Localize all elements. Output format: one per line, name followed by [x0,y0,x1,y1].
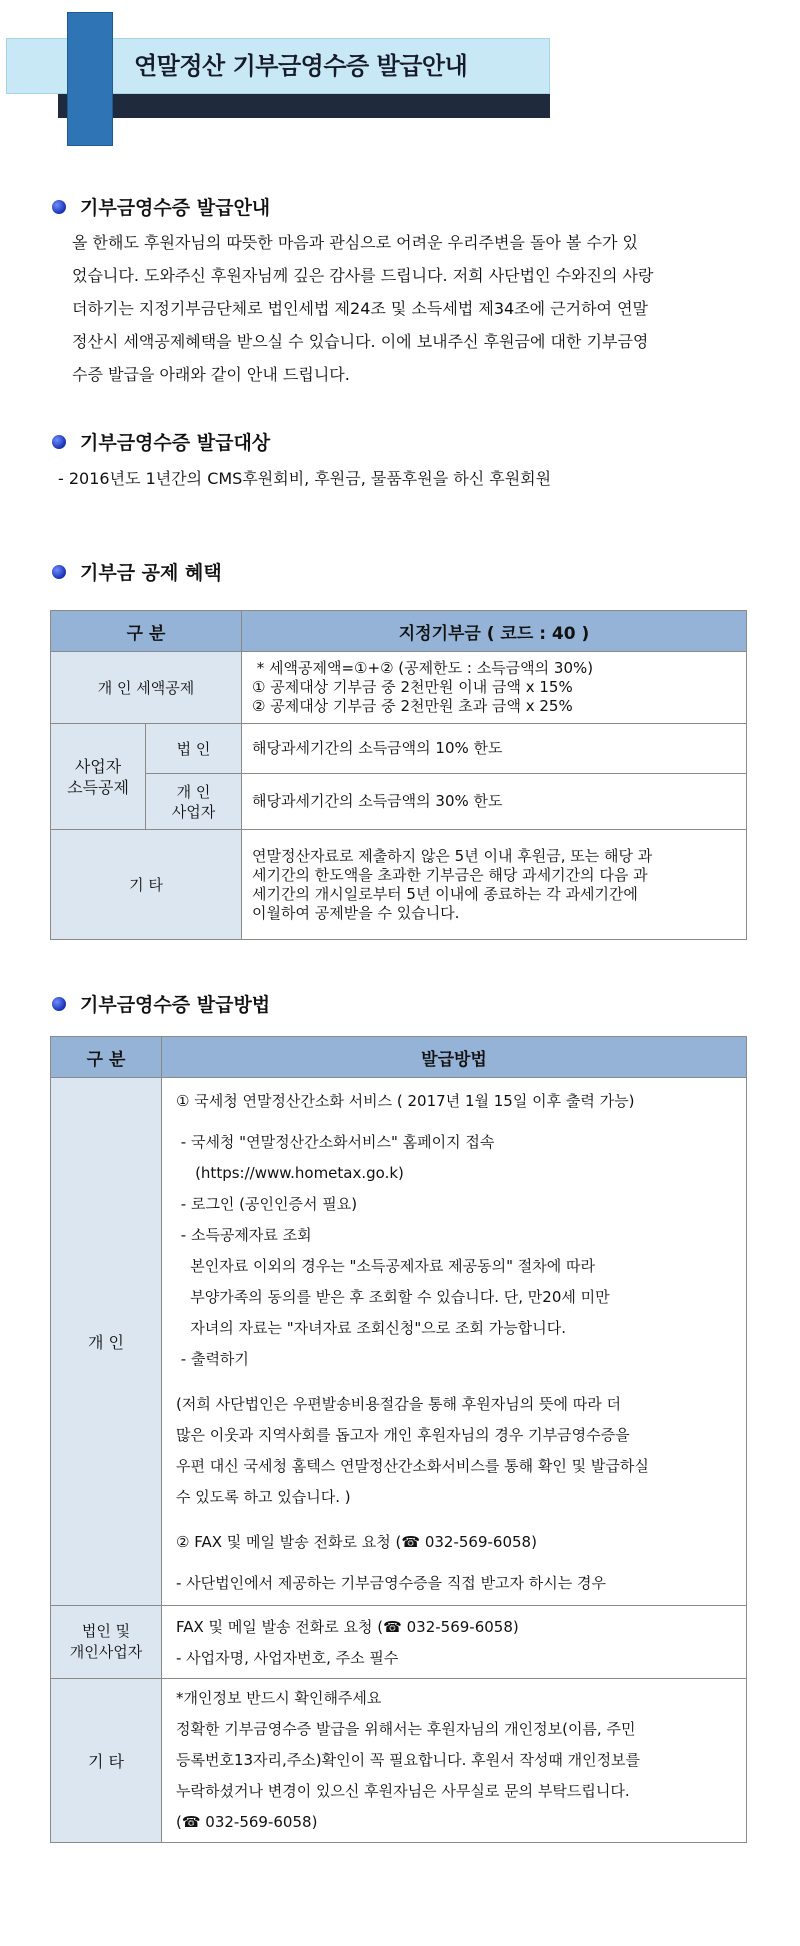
text-line: 누락하셨거나 변경이 있으신 후원자님은 사무실로 문의 부탁드립니다. [176,1782,630,1800]
text-line: (https://www.hometax.go.k) [176,1164,404,1182]
text-line: (저희 사단법인은 우편발송비용절감을 통해 후원자님의 뜻에 따라 더 [176,1395,621,1413]
row-label-etc: 기 타 [51,1679,162,1843]
personal-deduction-text [242,652,747,724]
text-line: 부양가족의 동의를 받은 후 조회할 수 있습니다. 단, 만20세 미만 [176,1288,610,1306]
text-line: ② FAX 및 메일 발송 전화로 요청 (☎ 032-569-6058) [176,1533,537,1551]
etc-text [242,830,747,940]
method-table [50,1036,747,1843]
banner-accent-bar [67,12,113,146]
text-line: FAX 및 메일 발송 전화로 요청 (☎ 032-569-6058) [176,1618,519,1636]
table-row [51,1606,747,1679]
section-heading-intro [52,193,270,220]
text-line: - 국세청 "연말정산간소화서비스" 홈페이지 접속 [176,1133,495,1151]
text-line: ① 국세청 연말정산간소화 서비스 ( 2017년 1월 15일 이후 출력 가능) [176,1092,635,1110]
text-line: - 로그인 (공인인증서 필요) [176,1195,358,1213]
text-line: - 사단법인에서 제공하는 기부금영수증을 직접 받고자 하시는 경우 [176,1574,607,1592]
intro-line: 었습니다. 도와주신 후원자님께 깊은 감사를 드립니다. 저희 사단법인 수와진의 사랑 [72,266,654,285]
text-line: 많은 이웃과 지역사회를 돕고자 개인 후원자님의 경우 기부금영수증을 [176,1426,630,1444]
text-line: 자녀의 자료는 "자녀자료 조회신청"으로 조회 가능합니다. [176,1319,566,1337]
text-line: - 소득공제자료 조회 [176,1226,312,1244]
section-heading-text: 기부금영수증 발급안내 [80,197,271,219]
table-row [51,774,747,830]
text-line: *개인정보 반드시 확인해주세요 [176,1689,382,1707]
intro-paragraph [72,226,772,391]
bullet-icon [52,200,66,214]
indiv-deduction-text: 해당과세기간의 소득금액의 30% 한도 [242,774,747,830]
text-line: - 사업자명, 사업자번호, 주소 필수 [176,1649,399,1667]
personal-method-text [162,1078,747,1606]
table-row [51,1078,747,1606]
text-line: (☎ 032-569-6058) [176,1813,318,1831]
table-row [51,724,747,774]
table-row [51,830,747,940]
text-line: 본인자료 이외의 경우는 "소득공제자료 제공동의" 절차에 따라 [176,1257,595,1275]
etc-method-text [162,1679,747,1843]
row-label-corp: 법 인 [146,724,242,774]
text-line: 세기간의 한도액을 초과한 기부금은 해당 과세기간의 다음 과 [252,865,648,884]
section-heading-method [52,990,270,1017]
section-heading-text: 기부금 공제 혜택 [80,562,222,584]
target-line: - 2016년도 1년간의 CMS후원회비, 후원금, 물품후원을 하신 후원회원 [58,469,552,488]
table-header-type: 지정기부금 ( 코드 : 40 ) [242,611,747,652]
text-line: ① 공제대상 기부금 중 2천만원 이내 금액 x 15% [252,678,573,696]
table-header-category: 구 분 [51,611,242,652]
section-heading-target [52,428,270,455]
section-heading-benefit [52,558,222,585]
text-line: 정확한 기부금영수증 발급을 위해서는 후원자님의 개인정보(이름, 주민 [176,1720,636,1738]
section-heading-text: 기부금영수증 발급방법 [80,994,271,1016]
text-line: 등록번호13자리,주소)확인이 꼭 필요합니다. 후원서 작성때 개인정보를 [176,1751,641,1769]
row-label-corp: 법인 및 개인사업자 [51,1606,162,1679]
intro-line: 정산시 세액공제혜택을 받으실 수 있습니다. 이에 보내주신 후원금에 대한 기부금영 [72,332,649,351]
bullet-icon [52,435,66,449]
benefit-table [50,610,747,940]
bullet-icon [52,565,66,579]
row-label-business: 사업자 소득공제 [51,724,146,830]
text-line: ② 공제대상 기부금 중 2천만원 초과 금액 x 25% [252,697,573,715]
corp-method-text [162,1606,747,1679]
table-row [51,1679,747,1843]
text-line: 연말정산자료로 제출하지 않은 5년 이내 후원금, 또는 해당 과 [252,846,653,865]
intro-line: 올 한해도 후원자님의 따뜻한 마음과 관심으로 어려운 우리주변을 돌아 볼 수가 있 [72,233,638,252]
text-line: 우편 대신 국세청 홈텍스 연말정산간소화서비스를 통해 확인 및 발급하실 [176,1457,649,1475]
section-heading-text: 기부금영수증 발급대상 [80,432,271,454]
row-label-personal: 개 인 [51,1078,162,1606]
row-label-etc: 기 타 [51,830,242,940]
row-label-personal: 개 인 세액공제 [51,652,242,724]
bullet-icon [52,997,66,1011]
text-line: - 출력하기 [176,1350,249,1368]
text-line: 이월하여 공제받을 수 있습니다. [252,903,460,922]
text-line: 수 있도록 하고 있습니다. ) [176,1488,351,1506]
table-header-method: 발급방법 [162,1037,747,1078]
corp-deduction-text: 해당과세기간의 소득금액의 10% 한도 [242,724,747,774]
table-row [51,652,747,724]
header-banner [0,0,800,150]
text-line: 세기간의 개시일로부터 5년 이내에 종료하는 각 과세기간에 [252,884,638,903]
table-header-row [51,611,747,652]
row-label-indiv-business: 개 인 사업자 [146,774,242,830]
intro-line: 더하기는 지정기부금단체로 법인세법 제24조 및 소득세법 제34조에 근거하여 연말 [72,299,648,318]
text-line: * 세액공제액=①+② (공제한도 : 소득금액의 30%) [252,659,594,677]
intro-line: 수증 발급을 아래와 같이 안내 드립니다. [72,365,350,384]
page-title: 연말정산 기부금영수증 발급안내 [134,52,468,80]
table-header-row [51,1037,747,1078]
table-header-category: 구 분 [51,1037,162,1078]
